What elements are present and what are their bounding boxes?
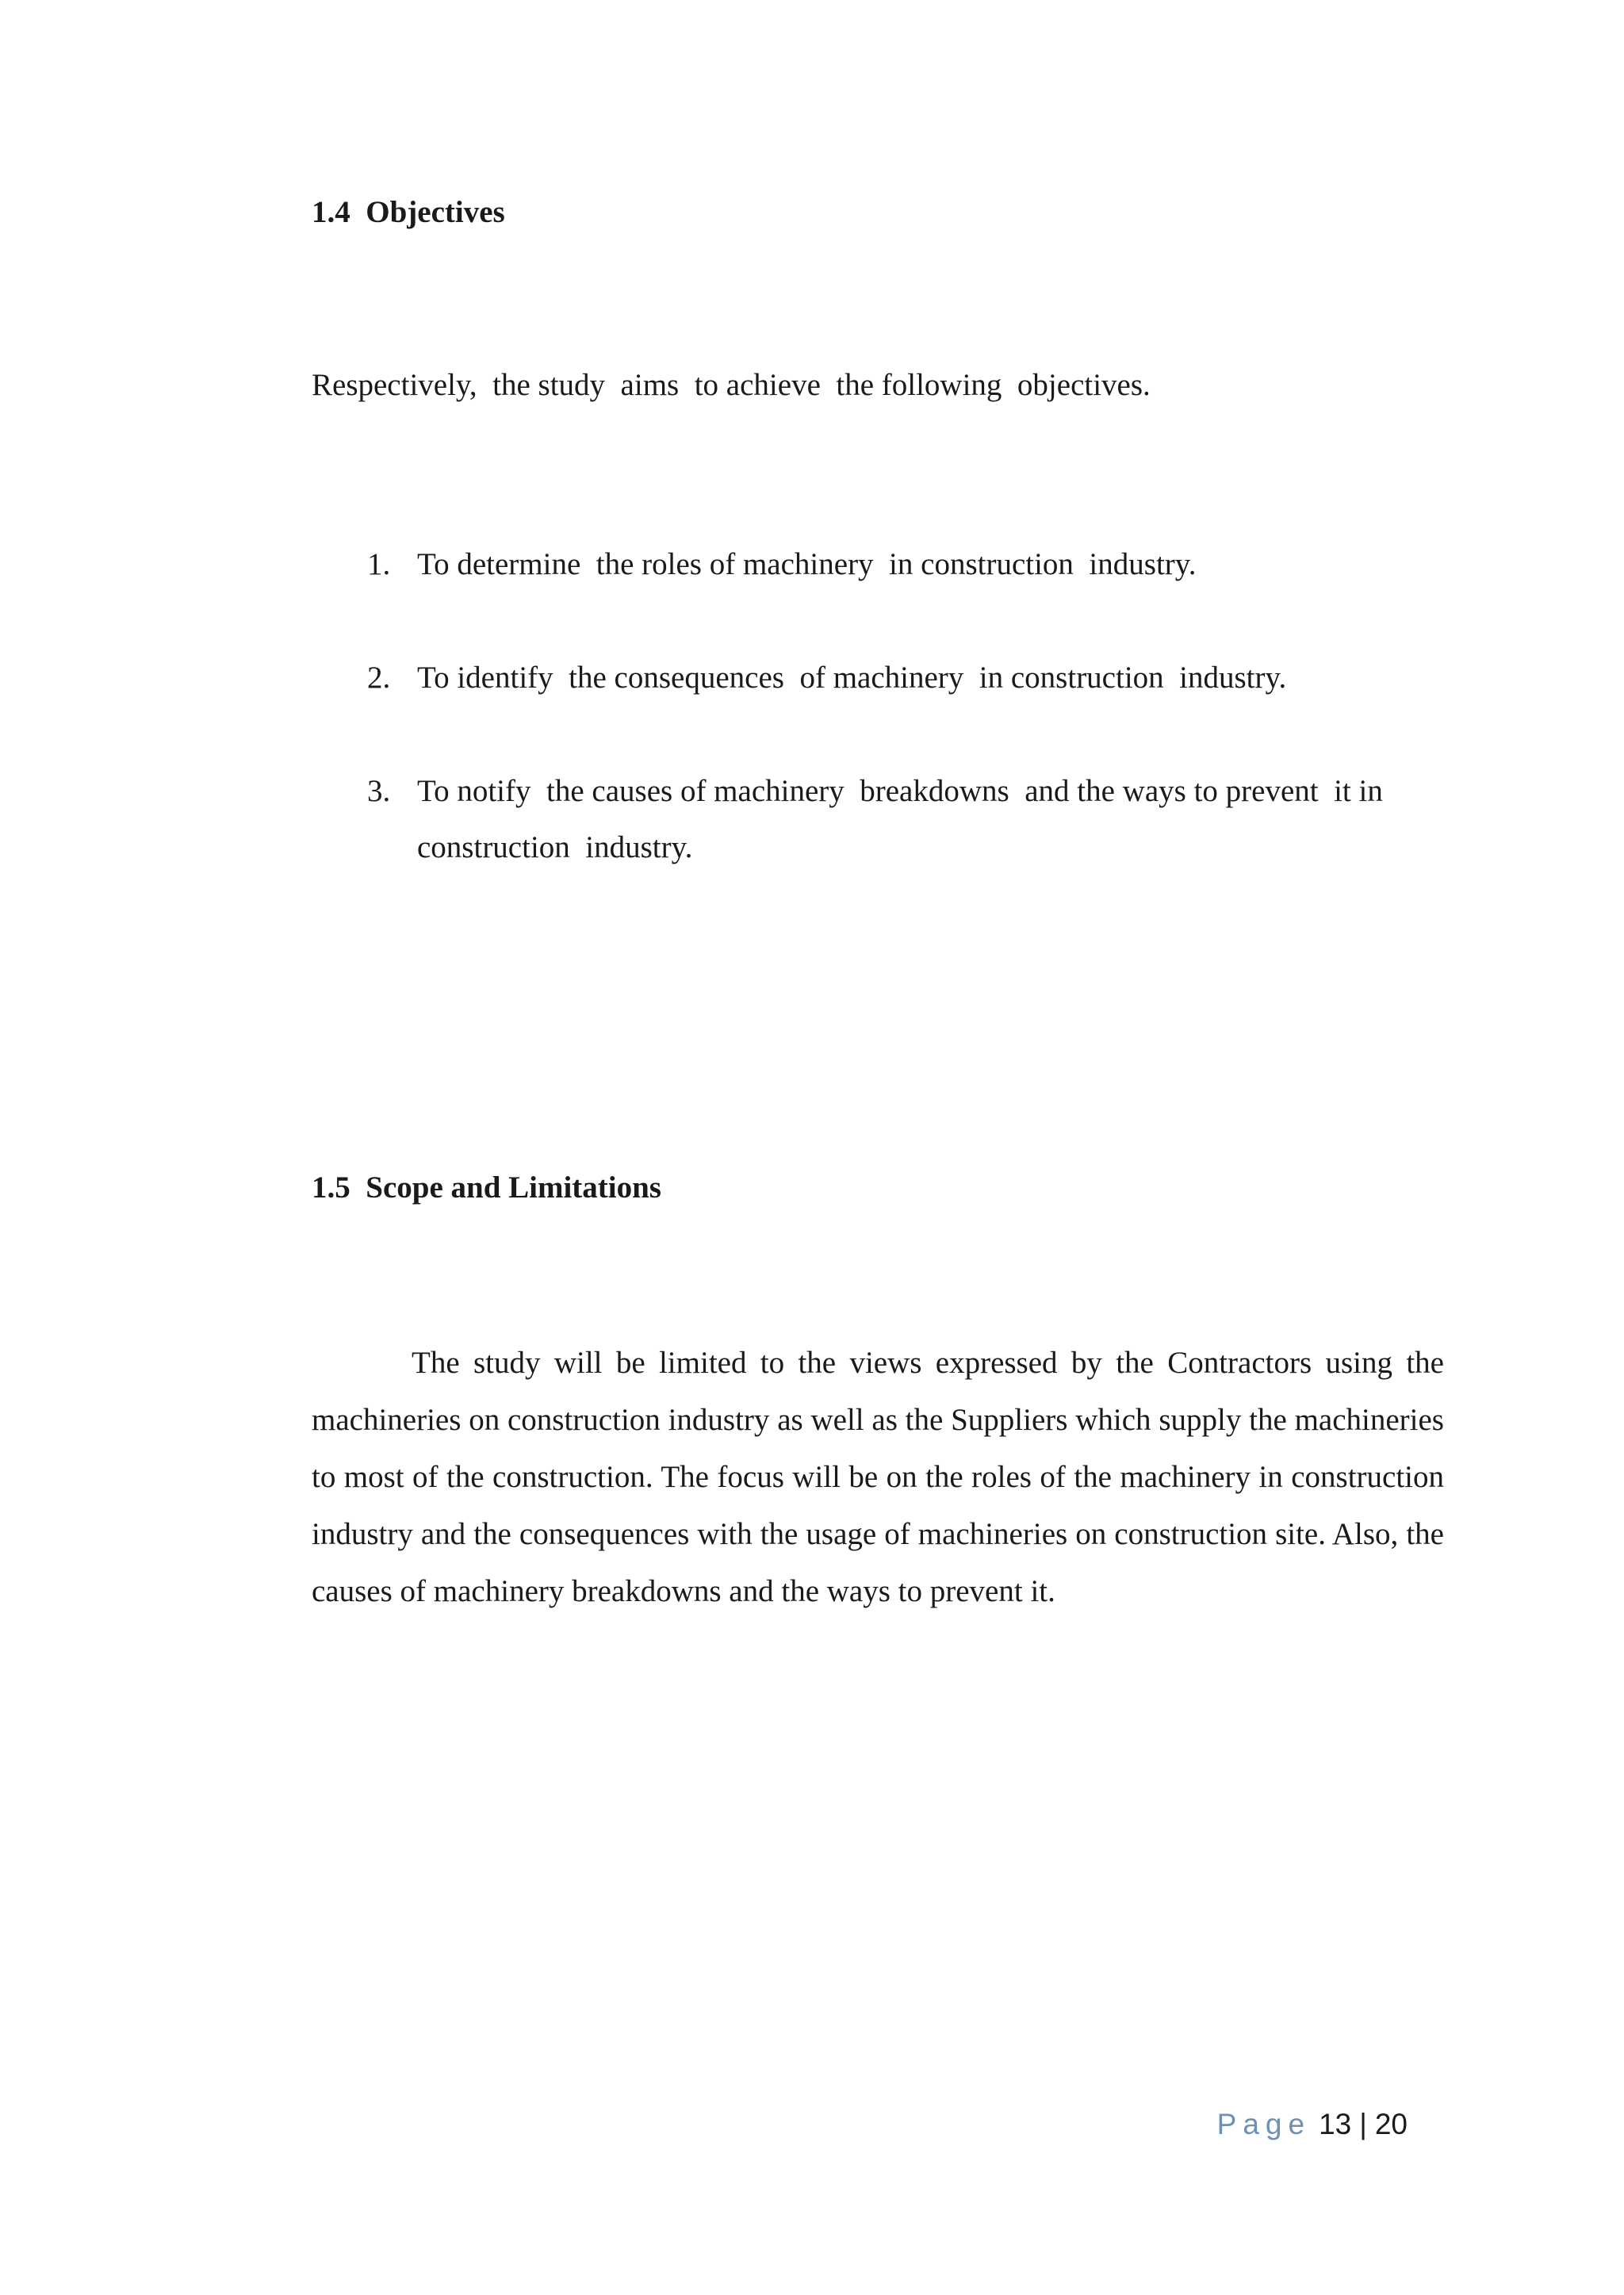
list-item-text: To notify the causes of machinery breakdowns and the ways to prevent it in construction industry. (417, 774, 1391, 864)
list-item-text: To determine the roles of machinery in construction industry. (417, 547, 1197, 581)
list-item-number: 2. (367, 661, 391, 695)
objectives-list (312, 536, 1422, 933)
list-item (312, 649, 1422, 706)
list-item-number: 1. (367, 547, 391, 581)
list-item (312, 763, 1422, 875)
list-item (312, 536, 1422, 592)
page-footer (1217, 2109, 1408, 2139)
objectives-heading: 1.4 Objectives (312, 195, 505, 229)
page-number: 13 (1319, 2108, 1352, 2140)
list-item-number: 3. (367, 774, 391, 808)
list-item-text: To identify the consequences of machinery in construction industry. (417, 661, 1287, 695)
scope-paragraph: The study will be limited to the views expressed by the Contractors using the machineries on construction industry as well as the Suppliers which supply the machineries to most of the construction. The focus will be on the roles of the machinery in construction industry and the consequences with the usage of machineries on construction site. Also, the causes of machinery breakdowns and the ways to prevent it. (312, 1346, 1444, 1608)
page-separator: | (1359, 2108, 1367, 2140)
page-label: Page (1216, 2108, 1312, 2140)
objectives-intro: Respectively, the study aims to achieve the following objectives. (312, 368, 1151, 402)
scope-heading: 1.5 Scope and Limitations (312, 1170, 661, 1205)
total-pages: 20 (1374, 2108, 1408, 2140)
